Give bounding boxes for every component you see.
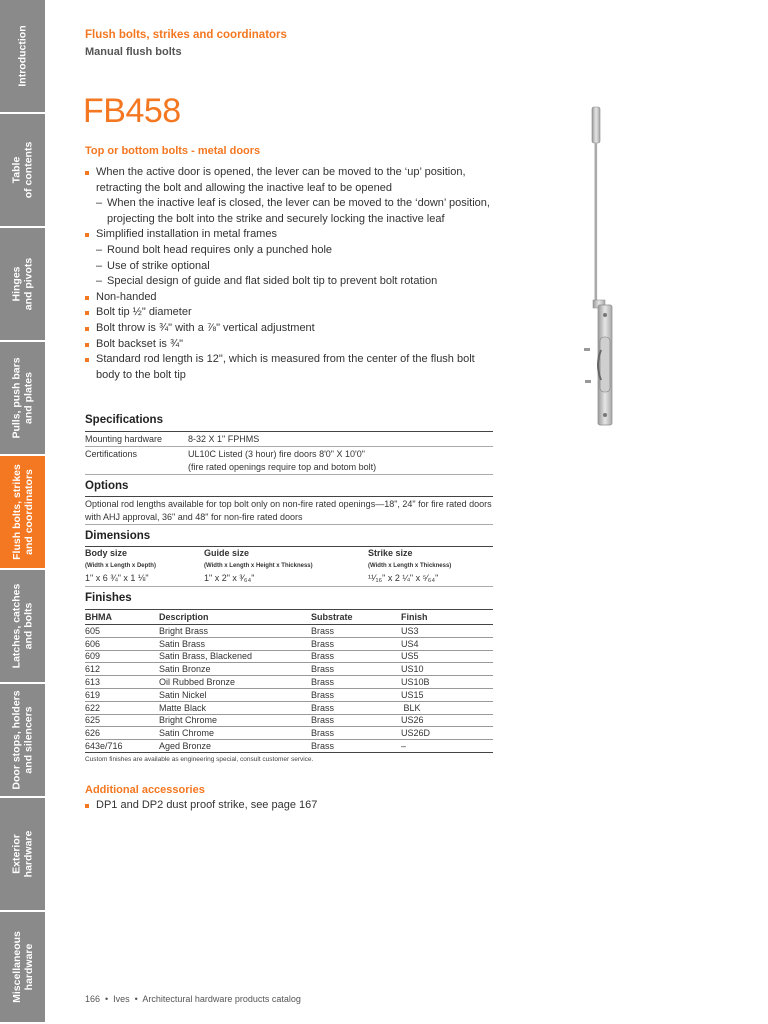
dimension-value: 1" x 6 ¾" x 1 ⅛": [85, 573, 149, 583]
table-cell: Brass: [311, 740, 401, 753]
tab-label: Latches, catches and bolts: [10, 583, 35, 669]
flush-bolt-illustration: [578, 105, 628, 435]
table-cell: Brass: [311, 663, 401, 676]
tab-label: Flush bolts, strikes and coordinators: [10, 464, 35, 560]
finishes-footnote: Custom finishes are available as engineering special, consult customer service.: [85, 756, 314, 763]
table-cell: US5: [401, 650, 493, 663]
table-cell: Bright Chrome: [159, 714, 311, 727]
feature-subbullet: – Round bolt head requires only a punched hole: [85, 243, 495, 259]
feature-bullet: Non-handed: [85, 290, 495, 306]
tab-introduction[interactable]: [0, 0, 45, 114]
table-cell: Brass: [311, 676, 401, 689]
dimensions-heading: Dimensions: [85, 530, 151, 542]
tab-label: Table of contents: [10, 141, 35, 199]
section-title: Flush bolts, strikes and coordinators: [85, 29, 287, 41]
table-row: [85, 650, 493, 663]
table-cell: Brass: [311, 714, 401, 727]
dimension-strike: [368, 548, 451, 583]
table-cell: 613: [85, 676, 159, 689]
tab-label: Exterior hardware: [10, 830, 35, 878]
accessory-item: DP1 and DP2 dust proof strike, see page 167: [85, 799, 317, 811]
column-header: BHMA: [85, 610, 159, 625]
table-cell: 625: [85, 714, 159, 727]
table-row: [85, 740, 493, 753]
table-row: [85, 714, 493, 727]
table-row: [85, 637, 493, 650]
feature-bullet: Bolt backset is ¾": [85, 337, 495, 353]
column-header: Substrate: [311, 610, 401, 625]
table-cell: 605: [85, 625, 159, 638]
dimensions-rule: [85, 546, 493, 547]
table-row: [85, 663, 493, 676]
spec-label: Mounting hardware: [85, 434, 163, 444]
table-cell: Brass: [311, 650, 401, 663]
table-cell: US10: [401, 663, 493, 676]
table-cell: 609: [85, 650, 159, 663]
specifications-rule: [85, 431, 493, 432]
table-cell: Satin Chrome: [159, 727, 311, 740]
table-cell: 626: [85, 727, 159, 740]
feature-bullet: Simplified installation in metal frames: [85, 227, 495, 243]
dimension-label: Body size: [85, 548, 128, 558]
dimension-sublabel: (Width x Length x Thickness): [368, 563, 452, 569]
table-cell: 619: [85, 688, 159, 701]
table-row: [85, 701, 493, 714]
section-subtitle: Manual flush bolts: [85, 46, 182, 58]
spec-row-divider: [85, 446, 493, 447]
table-cell: US26: [401, 714, 493, 727]
table-cell: Brass: [311, 637, 401, 650]
table-row: [85, 676, 493, 689]
finishes-heading: Finishes: [85, 592, 132, 604]
spec-label: Certifications: [85, 449, 138, 459]
tab-miscellaneous-hardware[interactable]: [0, 912, 45, 1024]
table-cell: Satin Brass, Blackened: [159, 650, 311, 663]
options-heading: Options: [85, 480, 129, 492]
tab-exterior-hardware[interactable]: [0, 798, 45, 912]
feature-bullet: Bolt tip ½" diameter: [85, 305, 495, 321]
tab-label: Miscellaneous hardware: [10, 931, 35, 1003]
table-cell: Bright Brass: [159, 625, 311, 638]
table-cell: US10B: [401, 676, 493, 689]
table-cell: Satin Bronze: [159, 663, 311, 676]
table-cell: Aged Bronze: [159, 740, 311, 753]
tab-table-of-contents[interactable]: [0, 114, 45, 228]
dimension-sublabel: (Width x Length x Depth): [85, 563, 156, 569]
table-row: [85, 727, 493, 740]
page-footer: 166 • Ives • Architectural hardware products catalog: [85, 994, 301, 1004]
options-rule: [85, 496, 493, 497]
table-cell: Brass: [311, 727, 401, 740]
table-cell: Brass: [311, 701, 401, 714]
table-cell: 606: [85, 637, 159, 650]
feature-subbullet: – Special design of guide and flat sided bolt tip to prevent bolt rotation: [85, 274, 495, 290]
product-code: FB458: [83, 92, 181, 130]
feature-list: [85, 165, 495, 383]
feature-bullet: Bolt throw is ¾" with a ⅞" vertical adjustment: [85, 321, 495, 337]
table-cell: Satin Nickel: [159, 688, 311, 701]
column-header: Description: [159, 610, 311, 625]
tab-flush-bolts-strikes-and-coordinators[interactable]: [0, 456, 45, 570]
table-cell: US4: [401, 637, 493, 650]
finishes-table: [85, 609, 493, 753]
spec-row-mounting: [85, 434, 493, 446]
specifications-heading: Specifications: [85, 414, 163, 426]
table-cell: Brass: [311, 688, 401, 701]
product-subtitle: Top or bottom bolts - metal doors: [85, 145, 261, 157]
table-cell: US26D: [401, 727, 493, 740]
dimension-label: Guide size: [204, 548, 250, 558]
feature-bullet: Standard rod length is 12", which is measured from the center of the flush bolt body to the bolt tip: [85, 352, 495, 383]
dimension-value: 1" x 2" x ³⁄₆₄": [204, 573, 255, 583]
table-row: [85, 688, 493, 701]
dimension-body: [85, 548, 156, 583]
spec-row-divider: [85, 474, 493, 475]
table-cell: US3: [401, 625, 493, 638]
tab-label: Door stops, holders and silencers: [10, 690, 35, 790]
tab-door-stops-holders-and-silencers[interactable]: [0, 684, 45, 798]
accessories-heading: Additional accessories: [85, 784, 205, 796]
feature-subbullet: – When the inactive leaf is closed, the lever can be moved to the ‘down’ position, projecting the bolt into the strike and securely locking the inactive leaf: [85, 196, 495, 227]
table-cell: Satin Brass: [159, 637, 311, 650]
table-cell: US15: [401, 688, 493, 701]
section-tabs: [0, 0, 45, 1024]
spec-value: 8-32 X 1" FPHMS: [188, 434, 260, 444]
spec-value-note: (fire rated openings require top and botom bolt): [188, 462, 377, 472]
feature-bullet: When the active door is opened, the lever can be moved to the ‘up’ position, retracting the bolt and allowing the inactive leaf to be opened: [85, 165, 495, 196]
dimension-sublabel: (Width x Length x Height x Thickness): [204, 563, 313, 569]
options-divider: [85, 524, 493, 525]
table-cell: 612: [85, 663, 159, 676]
dimension-value: ¹¹⁄₁₆" x 2 ¼" x ⁵⁄₆₄": [368, 573, 439, 583]
tab-label: Hinges and pivots: [10, 257, 35, 311]
table-cell: –: [401, 740, 493, 753]
tab-label: Pulls, push bars and plates: [10, 357, 35, 439]
dimensions-divider: [85, 586, 493, 587]
feature-subbullet: – Use of strike optional: [85, 259, 495, 275]
tab-latches-catches-and-bolts[interactable]: [0, 570, 45, 684]
table-cell: Brass: [311, 625, 401, 638]
table-cell: BLK: [401, 701, 493, 714]
tab-pulls-push-bars-and-plates[interactable]: [0, 342, 45, 456]
dimension-label: Strike size: [368, 548, 413, 558]
spec-row-certifications: [85, 449, 493, 473]
tab-label: Introduction: [16, 25, 29, 87]
options-text: Optional rod lengths available for top bolt only on non-fire rated openings—18", 24" for fire rated doors with AHJ approval, 36" and 48" for non-fire rated doors: [85, 499, 492, 522]
spec-value: UL10C Listed (3 hour) fire doors 8'0" X 10'0": [188, 449, 365, 459]
table-cell: 643e/716: [85, 740, 159, 753]
table-cell: Matte Black: [159, 701, 311, 714]
table-cell: 622: [85, 701, 159, 714]
table-cell: Oil Rubbed Bronze: [159, 676, 311, 689]
table-row: [85, 625, 493, 638]
table-header-row: [85, 610, 493, 625]
tab-hinges-and-pivots[interactable]: [0, 228, 45, 342]
dimension-guide: [204, 548, 313, 583]
column-header: Finish: [401, 610, 493, 625]
